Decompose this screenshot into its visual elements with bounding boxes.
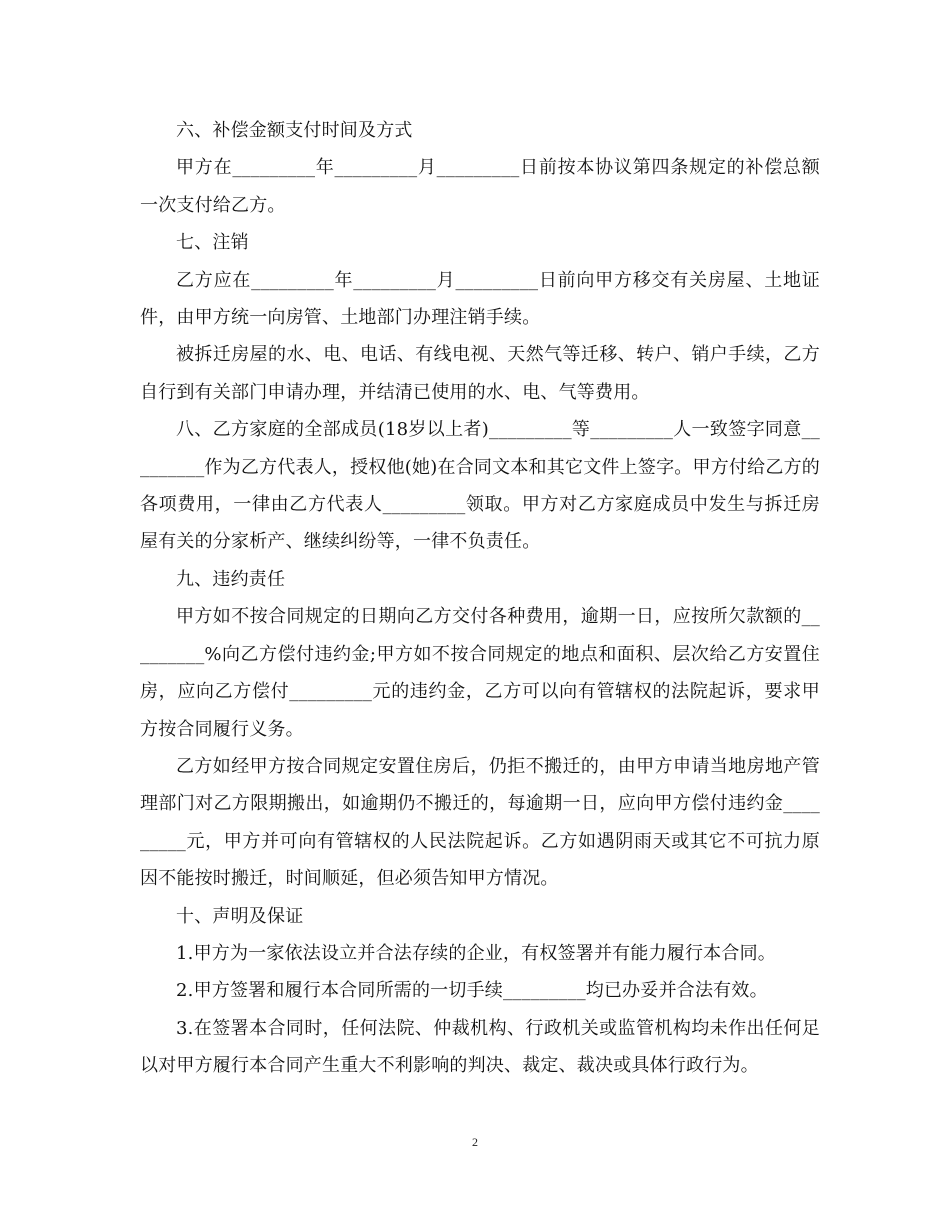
section-heading-7: 七、注销 — [176, 232, 249, 254]
declaration-item-2: 2.甲方签署和履行本合同所需的一切手续_________均已办妥并合法有效。 — [176, 980, 768, 1002]
paragraph-party-a-breach: 甲方如不按合同规定的日期向乙方交付各种费用，逾期一日，应按所欠款额的_________%向乙方偿付违约金;甲方如不按合同规定的地点和面积、层次给乙方安置住房，应向乙方偿付_________元的违约金，乙方可以向有管辖权的法院起诉，要求甲方按合同履行义务。 — [140, 606, 820, 740]
paragraph-cancellation: 乙方应在_________年_________月_________日前向甲方移交有关房屋、土地证件，由甲方统一向房管、土地部门办理注销手续。 — [140, 269, 820, 329]
page-number: 2 — [472, 1135, 478, 1149]
declaration-item-3: 3.在签署本合同时，任何法院、仲裁机构、行政机关或监管机构均未作出任何足以对甲方履行本合同产生重大不利影响的判决、裁定、裁决或具体行政行为。 — [140, 1017, 820, 1077]
paragraph-payment-time: 甲方在_________年_________月_________日前按本协议第四条规定的补偿总额一次支付给乙方。 — [140, 157, 820, 216]
section-heading-9: 九、违约责任 — [176, 568, 286, 590]
paragraph-utilities: 被拆迁房屋的水、电、电话、有线电视、天然气等迁移、转户、销户手续，乙方自行到有关部门申请办理，并结清已使用的水、电、气等费用。 — [140, 344, 820, 403]
section-heading-6: 六、补偿金额支付时间及方式 — [176, 120, 413, 141]
section-heading-10: 十、声明及保证 — [176, 905, 304, 927]
section-8-family-members: 八、乙方家庭的全部成员(18岁以上者)_________等_________人一致签字同意_________作为乙方代表人，授权他(她)在合同文本和其它文件上签字。甲方付给乙方的各项费用，一律由乙方代表人_________领取。甲方对乙方家庭成员中发生与拆迁房屋有关的分家析产、继续纠纷等，一律不负责任。 — [140, 419, 820, 553]
declaration-item-1: 1.甲方为一家依法设立并合法存续的企业，有权签署并有能力履行本合同。 — [176, 942, 776, 964]
paragraph-party-b-breach: 乙方如经甲方按合同规定安置住房后，仍拒不搬迁的，由甲方申请当地房地产管理部门对乙方限期搬出，如逾期仍不搬迁的，每逾期一日，应向甲方偿付违约金_________元，甲方并可向有管辖权的人民法院起诉。乙方如遇阴雨天或其它不可抗力原因不能按时搬迁，时间顺延，但必须告知甲方情况。 — [140, 755, 820, 890]
document-body — [140, 112, 820, 1085]
